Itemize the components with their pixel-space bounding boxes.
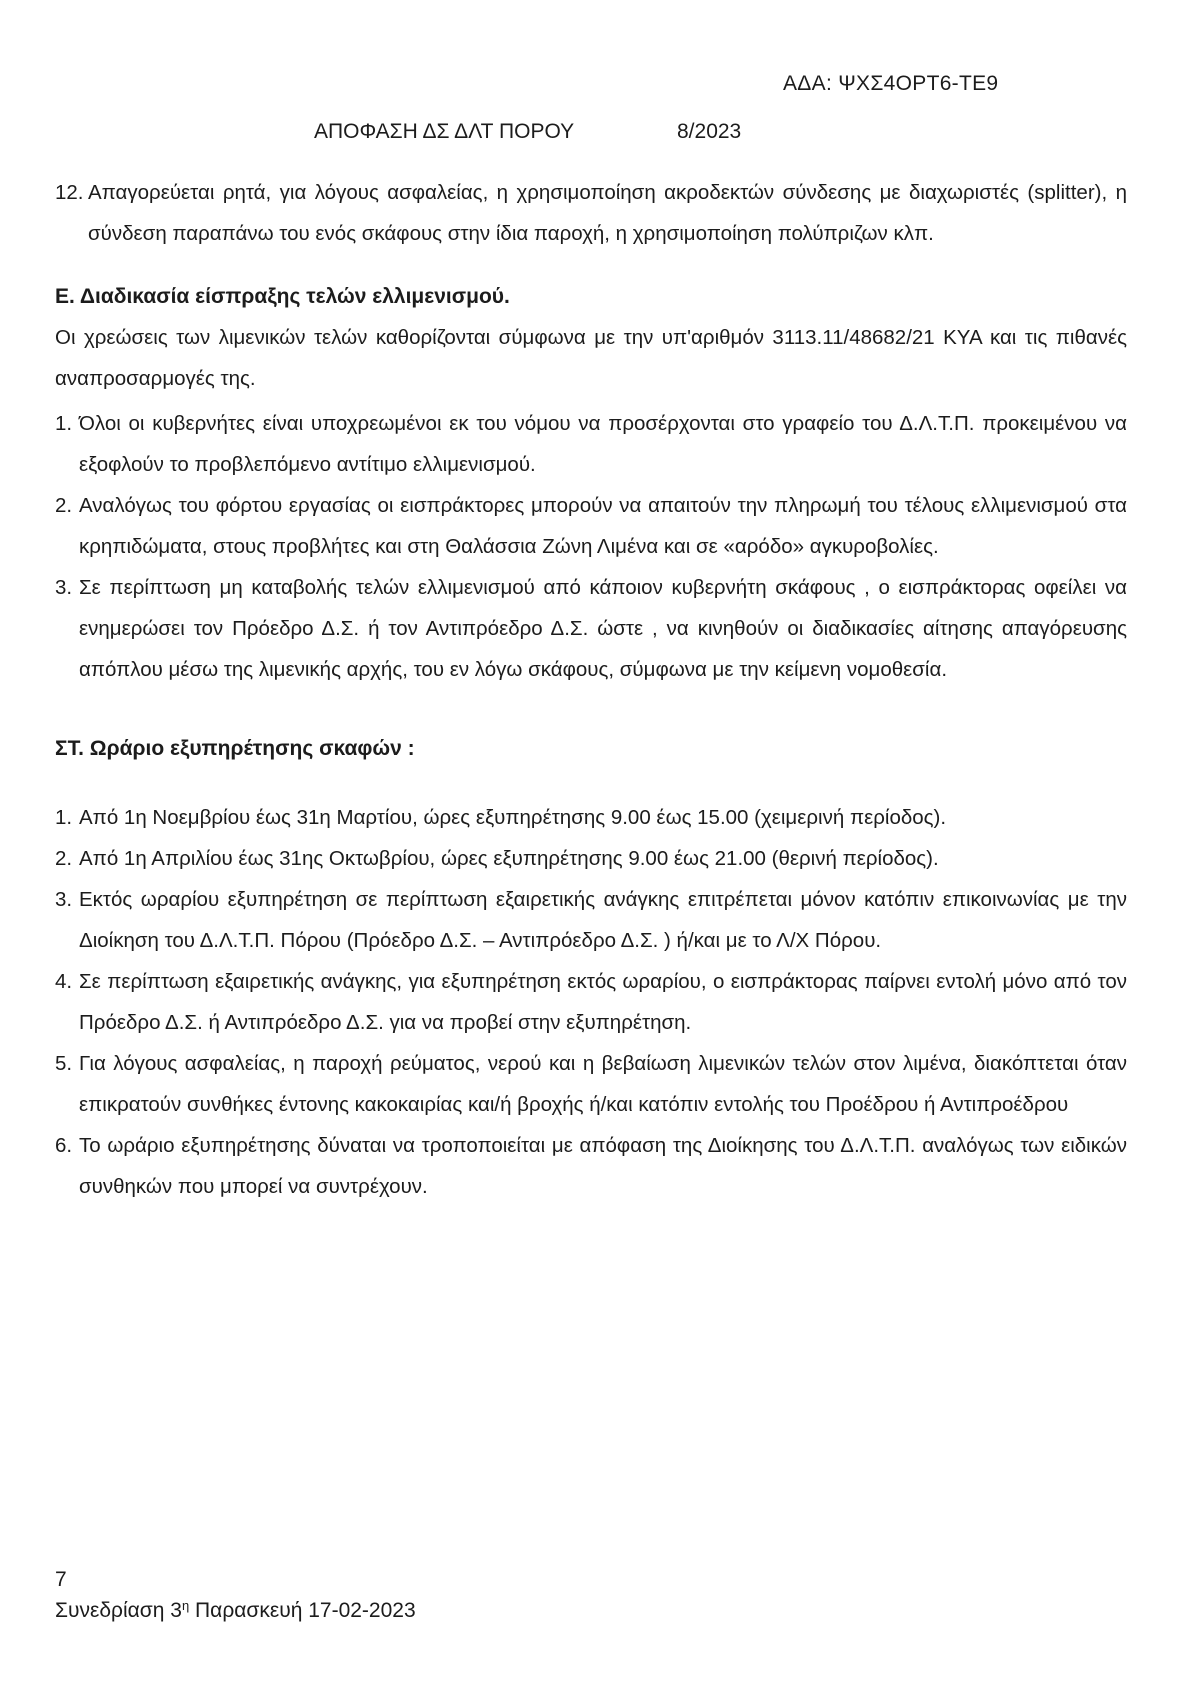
item-number: 1. (55, 412, 73, 435)
item-number: 2. (55, 494, 73, 517)
item-text: Το ωράριο εξυπηρέτησης δύναται να τροποποιείται με απόφαση της Διοίκησης του Δ.Λ.Τ.Π. αναλόγως των ειδικών συνθηκών που μπορεί να συντρέχουν. (79, 1134, 1127, 1198)
decision-title: ΑΠΟΦΑΣΗ ΔΣ ΔΛΤ ΠΟΡΟΥ (314, 120, 575, 143)
ada-code: ΑΔΑ: ΨΧΣ4ΟΡΤ6-ΤΕ9 (783, 72, 999, 95)
list-item (55, 838, 1127, 879)
list-item (55, 172, 1127, 254)
list-item (55, 879, 1127, 961)
item-text: Σε περίπτωση μη καταβολής τελών ελλιμενισμού από κάποιον κυβερνήτη σκάφους , ο εισπράκτορας οφείλει να ενημερώσει τον Πρόεδρο Δ.Σ. ή τον Αντιπρόεδρο Δ.Σ. ώστε , να κινηθούν οι διαδικασίες αίτησης απαγόρευσης απόπλου μέσω της λιμενικής αρχής, του εν λόγω σκάφους, σύμφωνα με την κείμενη νομοθεσία. (79, 576, 1127, 681)
item-text: Από 1η Νοεμβρίου έως 31η Μαρτίου, ώρες εξυπηρέτησης 9.00 έως 15.00 (χειμερινή περίοδος). (79, 806, 947, 829)
item-text: Αναλόγως του φόρτου εργασίας οι εισπράκτορες μπορούν να απαιτούν την πληρωμή του τέλους ελλιμενισμού στα κρηπιδώματα, στους προβλήτες και στη Θαλάσσια Ζώνη Λιμένα και σε «αρόδο» αγκυροβολίες. (79, 494, 1127, 558)
item-text: Για λόγους ασφαλείας, η παροχή ρεύματος, νερού και η βεβαίωση λιμενικών τελών στον λιμένα, διακόπτεται όταν επικρατούν συνθήκες έντονης κακοκαιρίας και/ή βροχής ή/και κατόπιν εντολής του Προέδρου ή Αντιπροέδρου (79, 1052, 1127, 1116)
list-item (55, 797, 1127, 838)
item-number: 3. (55, 576, 73, 599)
list-item (55, 1043, 1127, 1125)
list-item (55, 961, 1127, 1043)
session-date: Παρασκευή 17-02-2023 (189, 1599, 416, 1622)
session-info (55, 1598, 416, 1623)
item-number: 4. (55, 970, 73, 993)
item-number: 1. (55, 806, 73, 829)
session-ordinal: η (181, 1598, 190, 1613)
list-item (55, 1125, 1127, 1207)
item-text: Σε περίπτωση εξαιρετικής ανάγκης, για εξυπηρέτηση εκτός ωραρίου, ο εισπράκτορας παίρνει εντολή μόνο από τον Πρόεδρο Δ.Σ. ή Αντιπρόεδρο Δ.Σ. για να προβεί στην εξυπηρέτηση. (79, 970, 1127, 1034)
session-prefix: Συνεδρίαση 3 (55, 1599, 182, 1622)
list-item (55, 485, 1127, 567)
list-item (55, 403, 1127, 485)
item-text: Από 1η Απριλίου έως 31ης Οκτωβρίου, ώρες εξυπηρέτησης 9.00 έως 21.00 (θερινή περίοδος). (79, 847, 939, 870)
section-heading-st: ΣΤ. Ωράριο εξυπηρέτησης σκαφών : (55, 737, 415, 760)
section-e-intro: Οι χρεώσεις των λιμενικών τελών καθορίζονται σύμφωνα με την υπ'αριθμόν 3113.11/48682/21 ΚΥΑ και τις πιθανές αναπροσαρμογές της. (55, 326, 1127, 390)
item-number: 12. (55, 181, 84, 204)
item-number: 5. (55, 1052, 73, 1075)
page-number: 7 (55, 1568, 67, 1591)
document-body (55, 172, 1127, 1207)
section-heading-e: Ε. Διαδικασία είσπραξης τελών ελλιμενισμού. (55, 285, 510, 308)
item-text: Εκτός ωραρίου εξυπηρέτηση σε περίπτωση εξαιρετικής ανάγκης επιτρέπεται μόνον κατόπιν επικοινωνίας με την Διοίκηση του Δ.Λ.Τ.Π. Πόρου (Πρόεδρο Δ.Σ. – Αντιπρόεδρο Δ.Σ. ) ή/και με το Λ/Χ Πόρου. (79, 888, 1127, 952)
item-number: 3. (55, 888, 73, 911)
item-text: Όλοι οι κυβερνήτες είναι υποχρεωμένοι εκ του νόμου να προσέρχονται στο γραφείο του Δ.Λ.Τ.Π. προκειμένου να εξοφλούν το προβλεπόμενο αντίτιμο ελλιμενισμού. (79, 412, 1127, 476)
item-number: 6. (55, 1134, 73, 1157)
decision-number: 8/2023 (677, 120, 742, 143)
list-item (55, 567, 1127, 690)
item-number: 2. (55, 847, 73, 870)
item-text: Απαγορεύεται ρητά, για λόγους ασφαλείας, η χρησιμοποίηση ακροδεκτών σύνδεσης με διαχωριστές (splitter), η σύνδεση παραπάνω του ενός σκάφους στην ίδια παροχή, η χρησιμοποίηση πολύπριζων κλπ. (88, 181, 1127, 245)
